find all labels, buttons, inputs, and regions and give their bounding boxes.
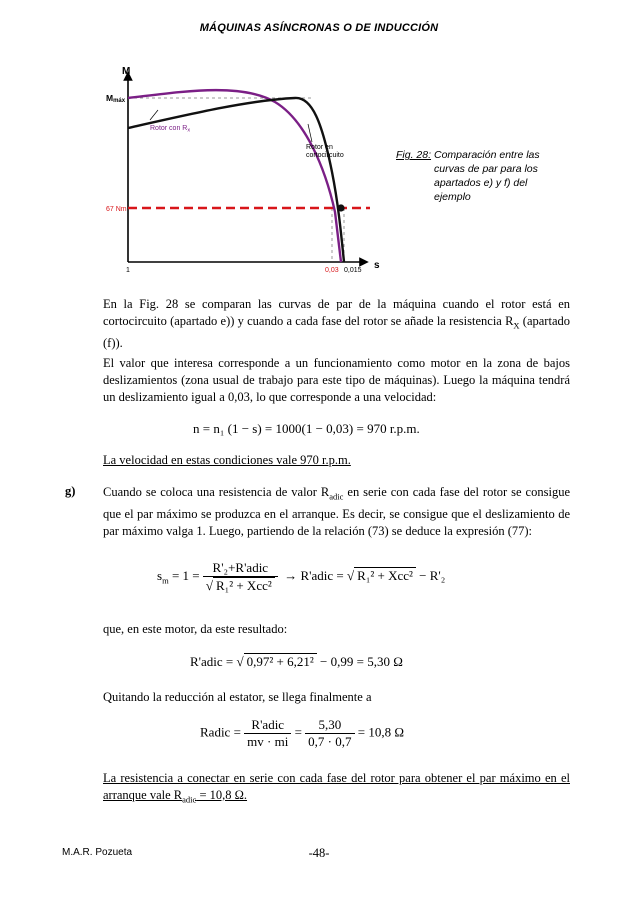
paragraph-4: que, en este motor, da este resultado: (103, 622, 288, 636)
paragraph-3: Cuando se coloca una resistencia de valor $R_{adic}$ en serie con cada fase del rotor se consigue que el par máximo se produzca en el arranque. Es decir, se consigue que el deslizamiento de par máximo valga 1. Luego, partiendo de la relación (73) se deduce la expresión (77): (103, 485, 570, 538)
conclusion-speed: La velocidad en estas condiciones vale 970 r.p.m. (103, 453, 351, 467)
label-one: 1 (126, 267, 130, 274)
equation-radic-final: Radic = $\frac{\text{R'adic}}{mv \cdot mi}$ = $\frac{5,30}{0,7 \cdot 0,7}$ = 10,8 Ω (200, 717, 405, 749)
page-header: MÁQUINAS ASÍNCRONAS O DE INDUCCIÓN (199, 22, 439, 34)
curve-rotor-cc (128, 98, 344, 262)
footer-author: M.A.R. Pozueta (62, 847, 133, 858)
curve-rotor-rx (128, 90, 341, 262)
label-mmax: Mmáx (106, 93, 126, 104)
paragraph-1: En la Fig. 28 se comparan las curvas de par de la máquina cuando el rotor está en cortocircuito (apartado e)) y cuando a cada fase del rotor se añade la resistencia $R_X$ (apartado (f)). (103, 297, 570, 350)
axis-label-m: M (122, 66, 131, 77)
footer-page-number: -48- (308, 846, 330, 860)
label-003: 0,03 (325, 267, 339, 274)
equation-77: $s_m = 1$ = $\frac{\text{R'₂+R'adic}}{\text{√ R₁² + Xcc²}}$ → R'adic = √ R₁² + Xcc² − R'₂ (157, 560, 446, 593)
label-rotor-cc: Rotor en cortocircuito (306, 144, 344, 159)
caption-number: Fig. 28: (396, 149, 432, 161)
paragraph-2: El valor que interesa corresponde a un funcionamiento como motor en la zona de bajos deslizamientos (zona usual de trabajo para este tipo de máquinas). Luego la máquina tendrá un deslizamiento igual a 0,03, lo que corresponde a una velocidad: (103, 356, 570, 404)
label-rotor-rx: Rotor con $R_x$ (150, 125, 191, 134)
label-67nm: 67 Nm (106, 206, 127, 213)
operating-point (337, 204, 344, 211)
equation-radic-value: R'adic = √ 0,97² + 6,21² − 0,99 = 5,30 Ω (190, 654, 403, 669)
paragraph-5: Quitando la reducción al estator, se llega finalmente a (103, 690, 372, 704)
conclusion-resistance: La resistencia a conectar en serie con cada fase del rotor para obtener el par máximo en el arranque vale $R_{adic} = 10,8$ Ω. (103, 771, 570, 805)
caption-text: Comparación entre las curvas de par para los apartados e) y f) del ejemplo (434, 149, 540, 203)
equation-speed: n = n₁ (1 − s) = 1000(1 − 0,03) = 970 r.p.m. (193, 421, 420, 436)
section-g-label: g) (65, 484, 76, 498)
torque-figure (100, 62, 400, 287)
axis-label-s: s (374, 260, 380, 271)
label-0015: 0,015 (344, 267, 362, 274)
